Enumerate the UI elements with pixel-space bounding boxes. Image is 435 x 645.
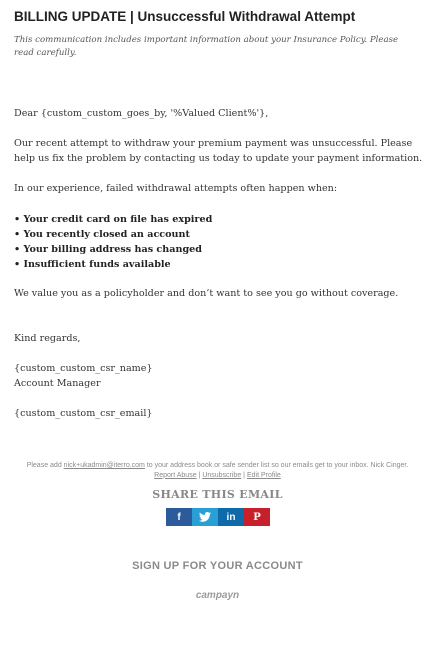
list-item: • You recently closed an account [14,229,190,240]
csr-email: {custom_custom_csr_email} [14,408,153,419]
footer-note [0,461,435,480]
unsubscribe-link[interactable]: Unsubscribe [202,471,242,479]
paragraph-coverage: We value you as a policyholder and don’t want to see you go without coverage. [14,288,399,299]
campayn-logo[interactable]: campayn [195,590,240,601]
social-share-bar [166,508,270,526]
sender-email-link[interactable]: nick+ukadmin@iterro.com [63,462,145,469]
pinterest-share-button[interactable] [244,508,270,526]
edit-profile-link[interactable]: Edit Profile [246,471,281,479]
footer-note-suffix: to your address book or safe sender list so our emails get to your inbox. Nick Cinger. [144,462,409,469]
footer-note-prefix: Please add [26,462,64,469]
report-abuse-link[interactable]: Report Abuse [154,471,197,479]
separator: | [196,471,203,479]
separator: | [241,471,247,479]
closing: Kind regards, [14,333,81,344]
twitter-icon [199,512,211,522]
linkedin-share-button[interactable] [218,508,244,526]
pinterest-icon: P [253,511,261,523]
facebook-icon: f [177,511,181,523]
paragraph-reasons-intro: In our experience, failed withdrawal attempts often happen when: [14,183,338,194]
facebook-share-button[interactable] [166,508,192,526]
paragraph-payment-failed: Our recent attempt to withdraw your premium payment was unsuccessful. Please help us fix the problem by contacting us today to update your payment information. [14,138,423,164]
intro-note: This communication includes important information about your Insurance Policy. Please read carefully. [14,35,399,58]
share-title: SHARE THIS EMAIL [152,488,283,501]
twitter-share-button[interactable] [192,508,218,526]
csr-name: {custom_custom_csr_name} [14,363,153,374]
email-title: BILLING UPDATE | Unsuccessful Withdrawal Attempt [14,9,356,24]
list-item: • Your credit card on file has expired [14,214,213,225]
list-item: • Insufficient funds available [14,259,171,270]
list-item: • Your billing address has changed [14,244,202,255]
reasons-list [14,212,212,272]
csr-role: Account Manager [14,378,101,389]
greeting: Dear {custom_custom_goes_by, '%Valued Client%'}, [14,108,269,119]
linkedin-icon: in [226,511,236,523]
signup-link[interactable]: SIGN UP FOR YOUR ACCOUNT [132,560,303,572]
